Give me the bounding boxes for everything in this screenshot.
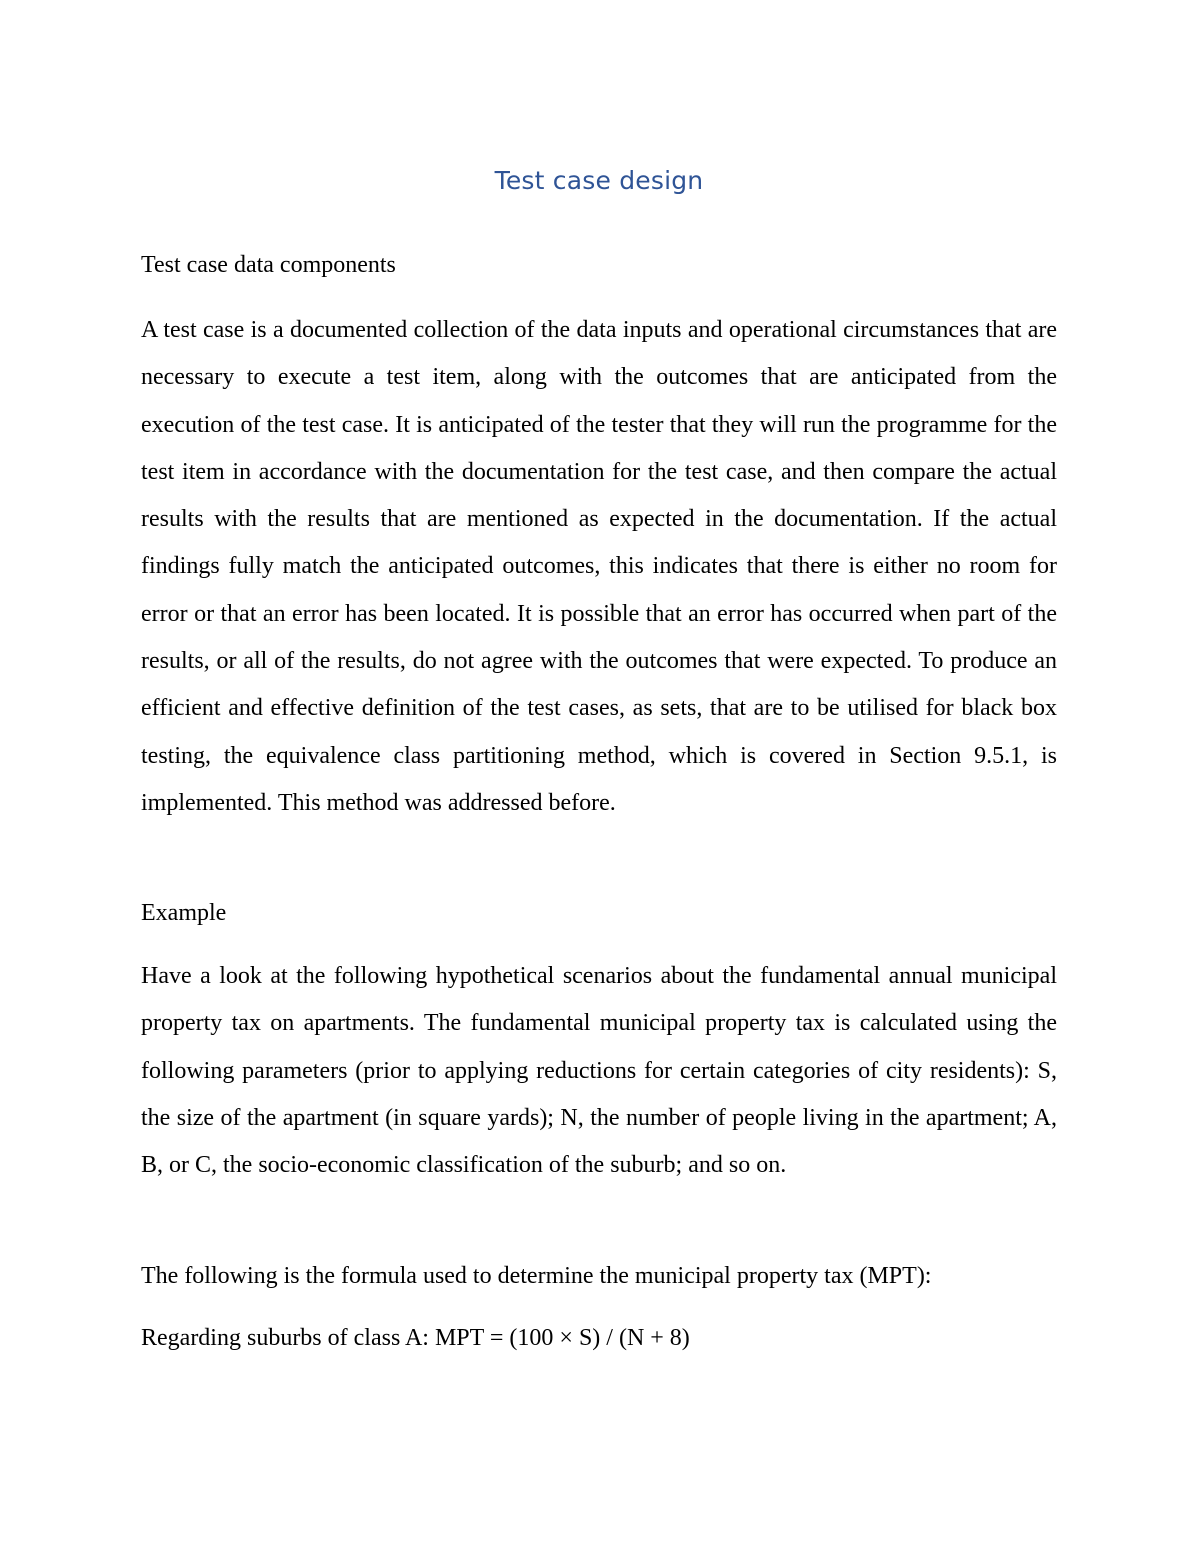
section-heading: Test case data components xyxy=(141,252,396,278)
formula-intro: The following is the formula used to determine the municipal property tax (MPT): xyxy=(141,1263,932,1289)
paragraph-example-scenario: Have a look at the following hypothetical scenarios about the fundamental annual municipal property tax on apartments. The fundamental municipal property tax is calculated using the following parameters (prior to applying reductions for certain categories of city residents): S, the size of the apartment (in square yards); N, the number of people living in the apartment; A, B, or C, the socio-economic classification of the suburb; and so on. xyxy=(141,963,1057,1179)
example-heading: Example xyxy=(141,900,227,926)
formula-class-a: Regarding suburbs of class A: MPT = (100 × S) / (N + 8) xyxy=(141,1325,690,1351)
document-title: Test case design xyxy=(494,166,704,195)
paragraph-test-case-definition: A test case is a documented collection of the data inputs and operational circumstances that are necessary to execute a test item, along with the outcomes that are anticipated from the execution of the test case. It is anticipated of the tester that they will run the programme for the test item in accordance with the documentation for the test case, and then compare the actual results with the results that are mentioned as expected in the documentation. If the actual findings fully match the anticipated outcomes, this indicates that there is either no room for error or that an error has been located. It is possible that an error has occurred when part of the results, or all of the results, do not agree with the outcomes that were expected. To produce an efficient and effective definition of the test cases, as sets, that are to be utilised for black box testing, the equivalence class partitioning method, which is covered in Section 9.5.1, is implemented. This method was addressed before. xyxy=(141,317,1057,816)
